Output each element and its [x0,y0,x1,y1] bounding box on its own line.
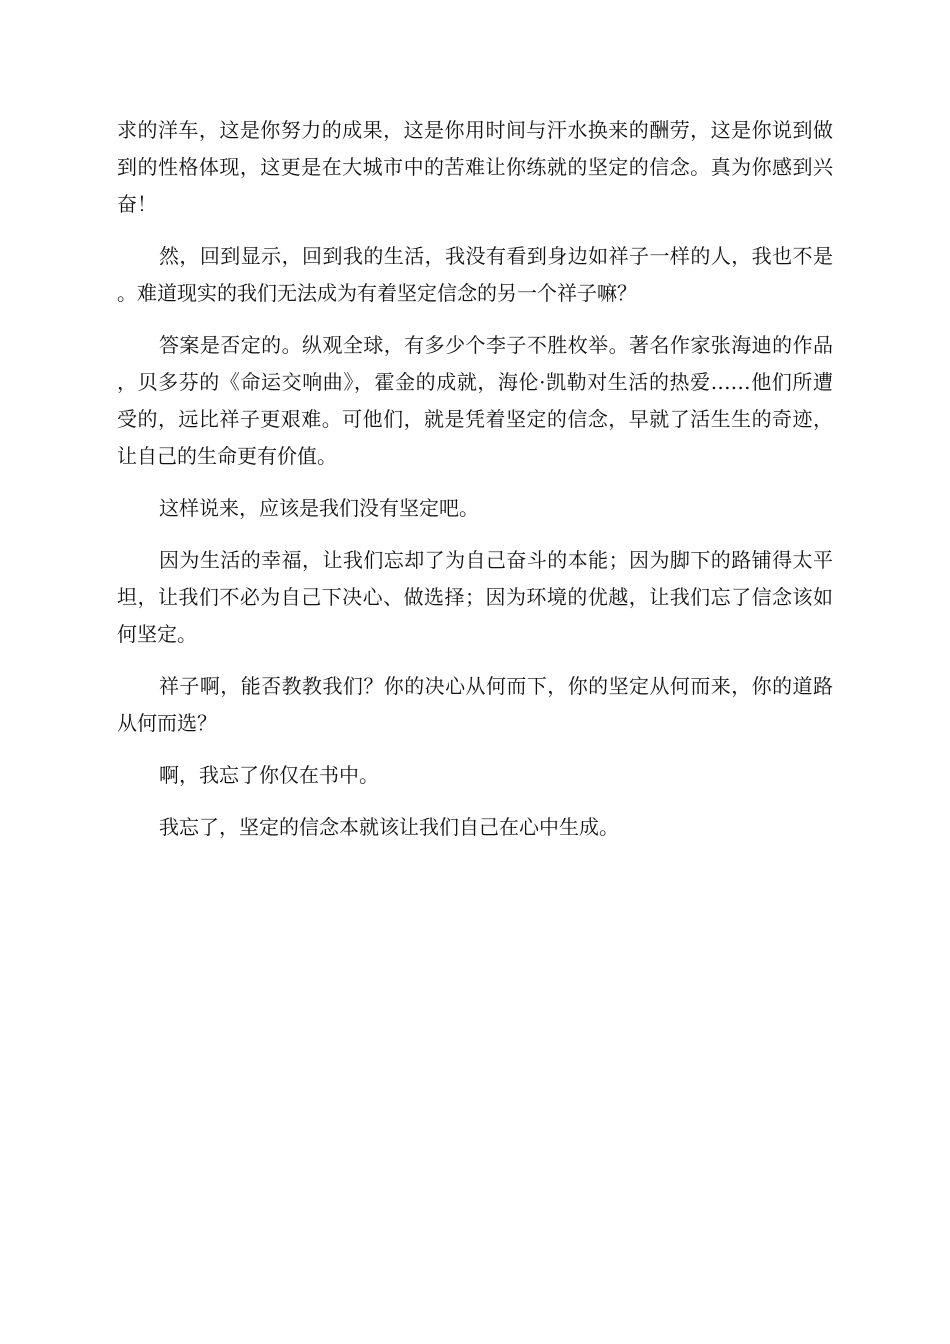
paragraph-7: 啊，我忘了你仅在书中。 [159,763,379,787]
paragraph-1: 求的洋车，这是你努力的成果，这是你用时间与汗水换来的酬劳，这是你说到做到的性格体现，这更是在大城市中的苦难让你练就的坚定的信念。真为你感到兴奋！ [117,118,833,216]
paragraph-3: 答案是否定的。纵观全球，有多少个李子不胜枚举。著名作家张海迪的作品，贝多芬的《命运交响曲》，霍金的成就，海伦·凯勒对生活的热爱……他们所遭受的，远比祥子更艰难。可他们，就是凭着坚定的信念，早就了活生生的奇迹，让自己的生命更有价值。 [117,333,833,468]
paragraph-8: 我忘了，坚定的信念本就该让我们自己在心中生成。 [159,815,619,839]
paragraph-2: 然，回到显示，回到我的生活，我没有看到身边如祥子一样的人，我也不是。难道现实的我们无法成为有着坚定信念的另一个祥子嘛？ [117,244,833,305]
paragraph-5: 因为生活的幸福，让我们忘却了为自己奋斗的本能；因为脚下的路铺得太平坦，让我们不必为自己下决心、做选择；因为环境的优越，让我们忘了信念该如何坚定。 [117,548,833,646]
document-page [117,112,833,861]
paragraph-6: 祥子啊，能否教教我们？你的决心从何而下，你的坚定从何而来，你的道路从何而选？ [117,674,833,735]
paragraph-4: 这样说来，应该是我们没有坚定吧。 [159,496,479,520]
